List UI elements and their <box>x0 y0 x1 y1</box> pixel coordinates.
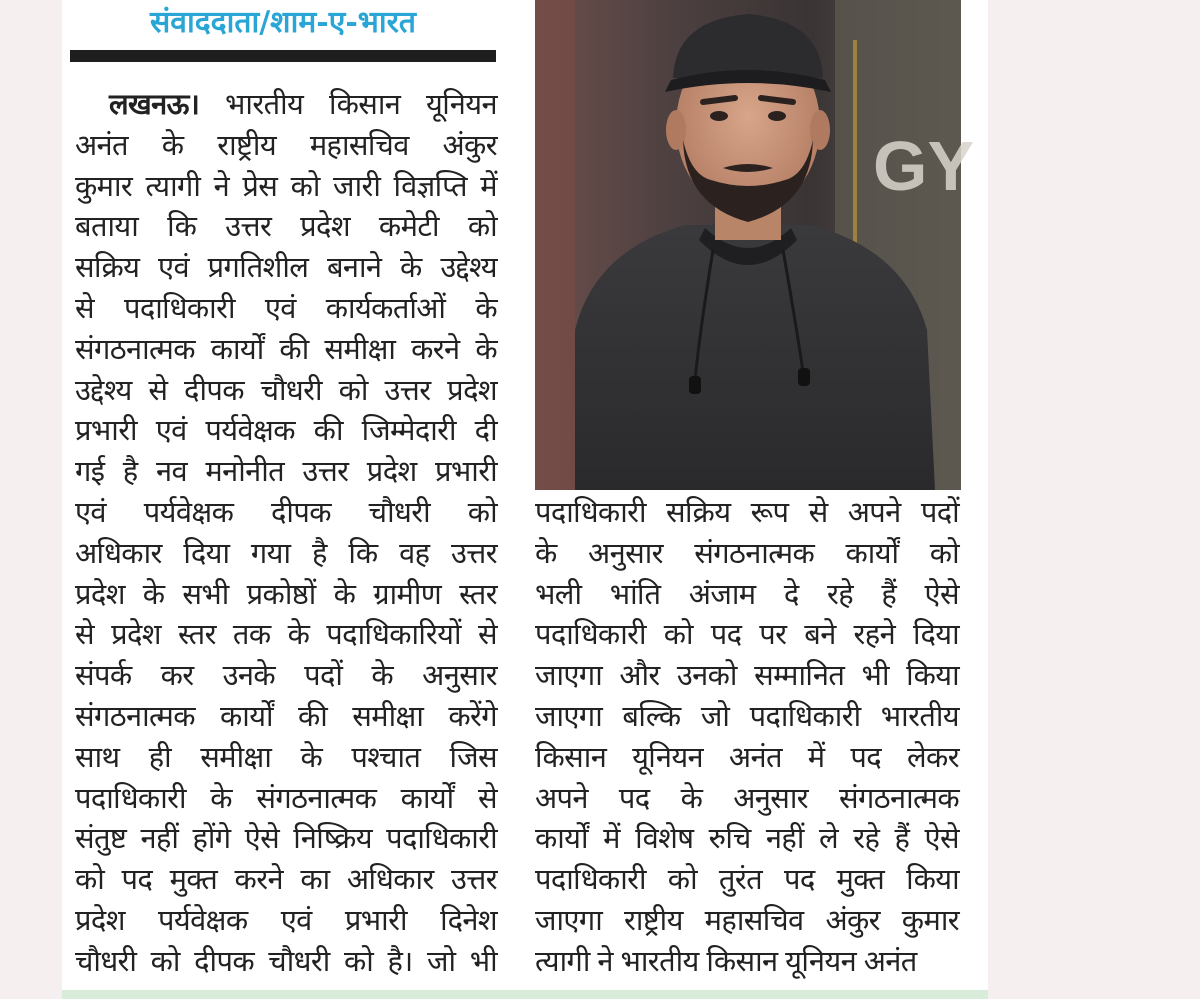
article-line: के अनुसार संगठनात्मक कार्यों को <box>535 535 959 570</box>
article-line-text: भारतीय किसान यूनियन <box>199 87 497 121</box>
dateline: लखनऊ। <box>109 87 200 121</box>
byline: संवाददाता/शाम-ए-भारत <box>149 5 417 40</box>
article-line: साथ ही समीक्षा के पश्चात जिस <box>75 739 497 774</box>
article-line: बताया कि उत्तर प्रदेश कमेटी को <box>75 209 497 244</box>
article-line: जाएगा राष्ट्रीय महासचिव अंकुर कुमार <box>535 902 959 937</box>
article-line: प्रदेश के सभी प्रकोष्ठों के ग्रामीण स्तर <box>75 576 497 611</box>
article-line: को पद मुक्त करने का अधिकार उत्तर <box>75 862 497 897</box>
article-line: प्रदेश पर्यवेक्षक एवं प्रभारी दिनेश <box>75 902 497 937</box>
article-line: से पदाधिकारी एवं कार्यकर्ताओं के <box>75 290 497 325</box>
article-line: जाएगा और उनको सम्मानित भी किया <box>535 658 959 693</box>
article-line: एवं पर्यवेक्षक दीपक चौधरी को <box>75 494 497 529</box>
article-line: गई है नव मनोनीत उत्तर प्रदेश प्रभारी <box>75 454 497 489</box>
article-line: पदाधिकारी को पद पर बने रहने दिया <box>535 617 959 652</box>
article-line: पदाधिकारी सक्रिय रूप से अपने पदों <box>535 495 959 529</box>
article-line: अपने पद के अनुसार संगठनात्मक <box>535 780 959 815</box>
article-line: कुमार त्यागी ने प्रेस को जारी विज्ञप्ति में <box>75 168 497 203</box>
article-line: पदाधिकारी को तुरंत पद मुक्त किया <box>535 862 959 897</box>
article-line: चौधरी को दीपक चौधरी को है। जो भी <box>75 943 497 978</box>
article-column-right <box>535 492 959 982</box>
headline-rule <box>70 50 496 62</box>
article-line: संतुष्ट नहीं होंगे ऐसे निष्क्रिय पदाधिकारी <box>75 821 497 856</box>
article-column-left <box>75 84 497 982</box>
portrait-illustration <box>535 0 975 490</box>
gym-sign-text: GY <box>873 127 975 205</box>
article-line: जाएगा बल्कि जो पदाधिकारी भारतीय <box>535 698 959 733</box>
article-line: संगठनात्मक कार्यों की समीक्षा करेंगे <box>75 698 497 733</box>
article-line: भली भांति अंजाम दे रहे हैं ऐसे <box>535 576 959 611</box>
article-line: त्यागी ने भारतीय किसान यूनियन अनंत <box>535 943 917 978</box>
bottom-strip <box>62 990 988 999</box>
article-line: सक्रिय एवं प्रगतिशील बनाने के उद्देश्य <box>75 250 497 285</box>
article-line: कार्यों में विशेष रुचि नहीं ले रहे हैं ऐसे <box>535 821 959 856</box>
article-line: अधिकार दिया गया है कि वह उत्तर <box>75 535 497 570</box>
article-line: पदाधिकारी के संगठनात्मक कार्यों से <box>75 780 497 815</box>
article-line: प्रभारी एवं पर्यवेक्षक की जिम्मेदारी दी <box>75 413 497 448</box>
article-line: संगठनात्मक कार्यों की समीक्षा करने के <box>75 331 497 366</box>
article-line: से प्रदेश स्तर तक के पदाधिकारियों से <box>75 617 497 652</box>
article-line: उद्देश्य से दीपक चौधरी को उत्तर प्रदेश <box>75 372 497 407</box>
article-line: किसान यूनियन अनंत में पद लेकर <box>535 739 959 774</box>
article-line <box>75 84 497 125</box>
article-line: अनंत के राष्ट्रीय महासचिव अंकुर <box>75 127 497 162</box>
article-line: संपर्क कर उनके पदों के अनुसार <box>75 658 497 693</box>
person-photo <box>535 0 975 490</box>
